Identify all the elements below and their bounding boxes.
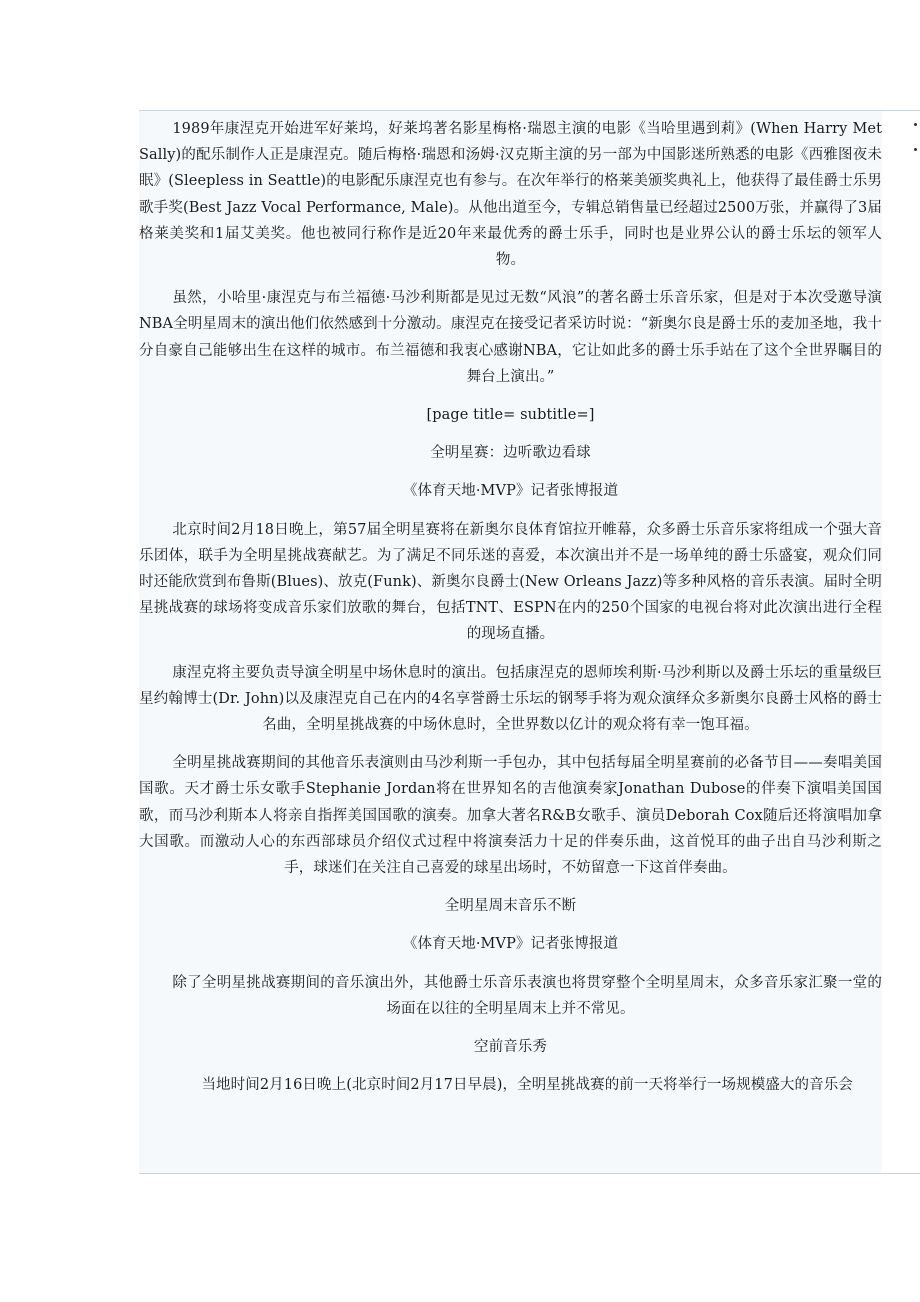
article-paragraph: 康涅克将主要负责导演全明星中场休息时的演出。包括康涅克的恩师埃利斯·马沙利斯以及爵士乐坛的重量级巨星约翰博士(Dr. John)以及康涅克自己在内的4名享誉爵士乐坛的钢琴手将为观众演绎众多新奥尔良爵士风格的爵士名曲，全明星挑战赛的中场休息时，全世界数以亿计的观众将有幸一饱耳福。 — [139, 664, 882, 734]
article-paragraph: 1989年康涅克开始进军好莱坞，好莱坞著名影星梅格·瑞恩主演的电影《当哈里遇到莉》(When Harry Met Sally)的配乐制作人正是康涅克。随后梅格·瑞恩和汤姆·汉克斯主演的另一部为中国影迷所熟悉的电影《西雅图夜未眠》(Sleepless in Seattle)的电影配乐康涅克也有参与。在次年举行的格莱美颁奖典礼上，他获得了最佳爵士乐男歌手奖(Best Jazz Vocal Performance, Male)。从他出道至今，专辑总销售量已经超过2500万张，并赢得了3届格莱美奖和1届艾美奖。他也被同行称作是近20年来最优秀的爵士乐手，同时也是业界公认的爵士乐坛的领军人物。 — [139, 121, 882, 269]
margin-dot-marker — [914, 148, 917, 151]
byline: 《体育天地·MVP》记者张博报道 — [402, 936, 619, 953]
article-paragraph: 当地时间2月16日晚上(北京时间2月17日早晨)，全明星挑战赛的前一天将举行一场规模盛大的音乐会 — [201, 1077, 853, 1094]
article-body — [139, 116, 882, 1173]
article-paragraph: 除了全明星挑战赛期间的音乐演出外，其他爵士乐音乐表演也将贯穿整个全明星周末，众多音乐家汇聚一堂的场面在以往的全明星周末上并不常见。 — [172, 974, 882, 1017]
section-title: 全明星赛：边听歌边看球 — [430, 445, 591, 462]
page-title-placeholder: [page title= subtitle=] — [426, 407, 595, 424]
byline: 《体育天地·MVP》记者张博报道 — [402, 483, 619, 500]
section-title: 空前音乐秀 — [474, 1039, 547, 1056]
article-paragraph: 虽然，小哈里·康涅克与布兰福德·马沙利斯都是见过无数“风浪”的著名爵士乐音乐家，但是对于本次受邀导演NBA全明星周末的演出他们依然感到十分激动。康涅克在接受记者采访时说：“新奥尔良是爵士乐的麦加圣地，我十分自豪自己能够出生在这样的城市。布兰福德和我衷心感谢NBA，它让如此多的爵士乐手站在了这个全世界瞩目的舞台上演出。” — [139, 290, 882, 385]
page-bottom-rule — [139, 1173, 920, 1174]
article-paragraph: 北京时间2月18日晚上，第57届全明星赛将在新奥尔良体育馆拉开帷幕，众多爵士乐音乐家将组成一个强大音乐团体，联手为全明星挑战赛献艺。为了满足不同乐迷的喜爱，本次演出并不是一场单纯的爵士乐盛宴，观众们同时还能欣赏到布鲁斯(Blues)、放克(Funk)、新奥尔良爵士(New Orleans Jazz)等多种风格的音乐表演。届时全明星挑战赛的球场将变成音乐家们放歌的舞台，包括TNT、ESPN在内的250个国家的电视台将对此次演出进行全程的现场直播。 — [139, 521, 882, 643]
margin-dot-marker — [914, 123, 917, 126]
section-title: 全明星周末音乐不断 — [444, 898, 577, 915]
article-paragraph: 全明星挑战赛期间的其他音乐表演则由马沙利斯一手包办，其中包括每届全明星赛前的必备节目——奏唱美国国歌。天才爵士乐女歌手Stephanie Jordan将在世界知名的吉他演奏家Jonathan Dubose的伴奏下演唱美国国歌，而马沙利斯本人将亲自指挥美国国歌的演奏。加拿大著名R&B女歌手、演员Deborah Cox随后还将演唱加拿大国歌。而激动人心的东西部球员介绍仪式过程中将演奏活力十足的伴奏乐曲，这首悦耳的曲子出自马沙利斯之手，球迷们在关注自己喜爱的球星出场时，不妨留意一下这首伴奏曲。 — [139, 755, 882, 877]
